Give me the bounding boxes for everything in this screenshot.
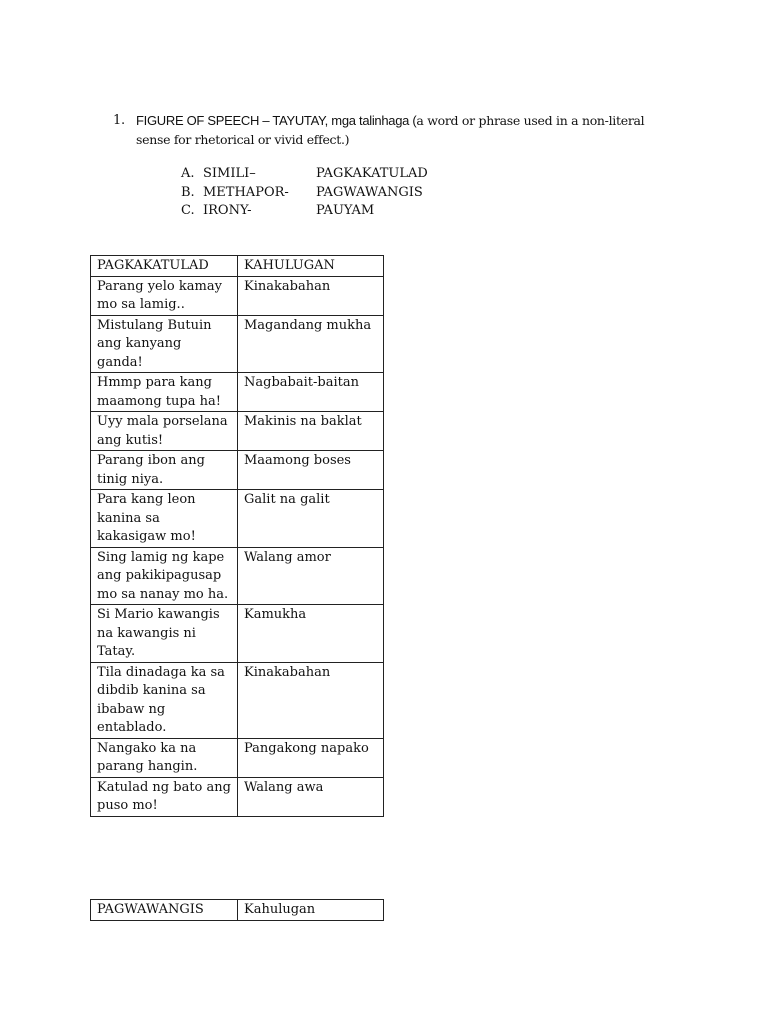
table-cell: Pangakong napako (238, 738, 384, 777)
list-tagalog: PAUYAM (316, 203, 375, 218)
table-cell: Parang ibon ang tinig niya. (91, 451, 238, 490)
table-row (91, 315, 384, 373)
table-header-row (91, 256, 384, 277)
list-letter: B. (181, 184, 195, 200)
list-letter: A. (181, 166, 195, 181)
table-cell: Tila dinadaga ka sa dibdib kanina sa ibabaw ng entablado. (91, 662, 238, 738)
pagwawangis-table (90, 899, 384, 921)
table-row (91, 412, 384, 451)
list-tagalog: PAGKAKATULAD (316, 166, 428, 181)
item-number: 1. (113, 113, 125, 128)
table-cell: Magandang mukha (238, 315, 384, 373)
table-row (91, 777, 384, 816)
header-cell-pagkakatulad: PAGKAKATULAD (91, 256, 238, 277)
table-row (91, 662, 384, 738)
table-cell: Katulad ng bato ang puso mo! (91, 777, 238, 816)
header-cell-kahulugan: KAHULUGAN (238, 256, 384, 277)
table-cell: Maamong boses (238, 451, 384, 490)
table-cell: Galit na galit (238, 490, 384, 548)
table-row (91, 738, 384, 777)
table-cell: Kinakabahan (238, 276, 384, 315)
list-letter: C. (181, 203, 195, 218)
list-term: IRONY- (203, 203, 252, 218)
table-cell: Walang amor (238, 547, 384, 605)
table-row (91, 451, 384, 490)
table-cell: Si Mario kawangis na kawangis ni Tatay. (91, 605, 238, 663)
table-cell: Uyy mala porselana ang kutis! (91, 412, 238, 451)
table-cell: Sing lamig ng kape ang pakikipagusap mo sa nanay mo ha. (91, 547, 238, 605)
header-cell-pagwawangis: PAGWAWANGIS (91, 900, 238, 921)
table-row (91, 373, 384, 412)
table-cell: Walang awa (238, 777, 384, 816)
table-header-row (91, 900, 384, 921)
list-tagalog: PAGWAWANGIS (316, 184, 423, 200)
table-cell: Nagbabait-baitan (238, 373, 384, 412)
table-cell: Nangako ka na parang hangin. (91, 738, 238, 777)
table-cell: Parang yelo kamay mo sa lamig.. (91, 276, 238, 315)
table-row (91, 276, 384, 315)
table-row (91, 490, 384, 548)
list-term: METHAPOR- (203, 184, 289, 200)
table-cell: Makinis na baklat (238, 412, 384, 451)
table-row (91, 605, 384, 663)
pagkakatulad-table (90, 255, 384, 817)
table-cell: Kinakabahan (238, 662, 384, 738)
header-cell-kahulugan: Kahulugan (238, 900, 384, 921)
table-cell: Hmmp para kang maamong tupa ha! (91, 373, 238, 412)
table-cell: Para kang leon kanina sa kakasigaw mo! (91, 490, 238, 548)
item-lead-text: FIGURE OF SPEECH – TAYUTAY, mga talinhaga ( (136, 113, 417, 128)
item-definition-text: a word or phrase used in a non-literal sense for rhetorical or vivid effect.) (136, 113, 645, 147)
table-cell: Mistulang Butuin ang kanyang ganda! (91, 315, 238, 373)
item-text (136, 112, 681, 150)
table-row (91, 547, 384, 605)
table-cell: Kamukha (238, 605, 384, 663)
list-term: SIMILI– (203, 166, 256, 181)
